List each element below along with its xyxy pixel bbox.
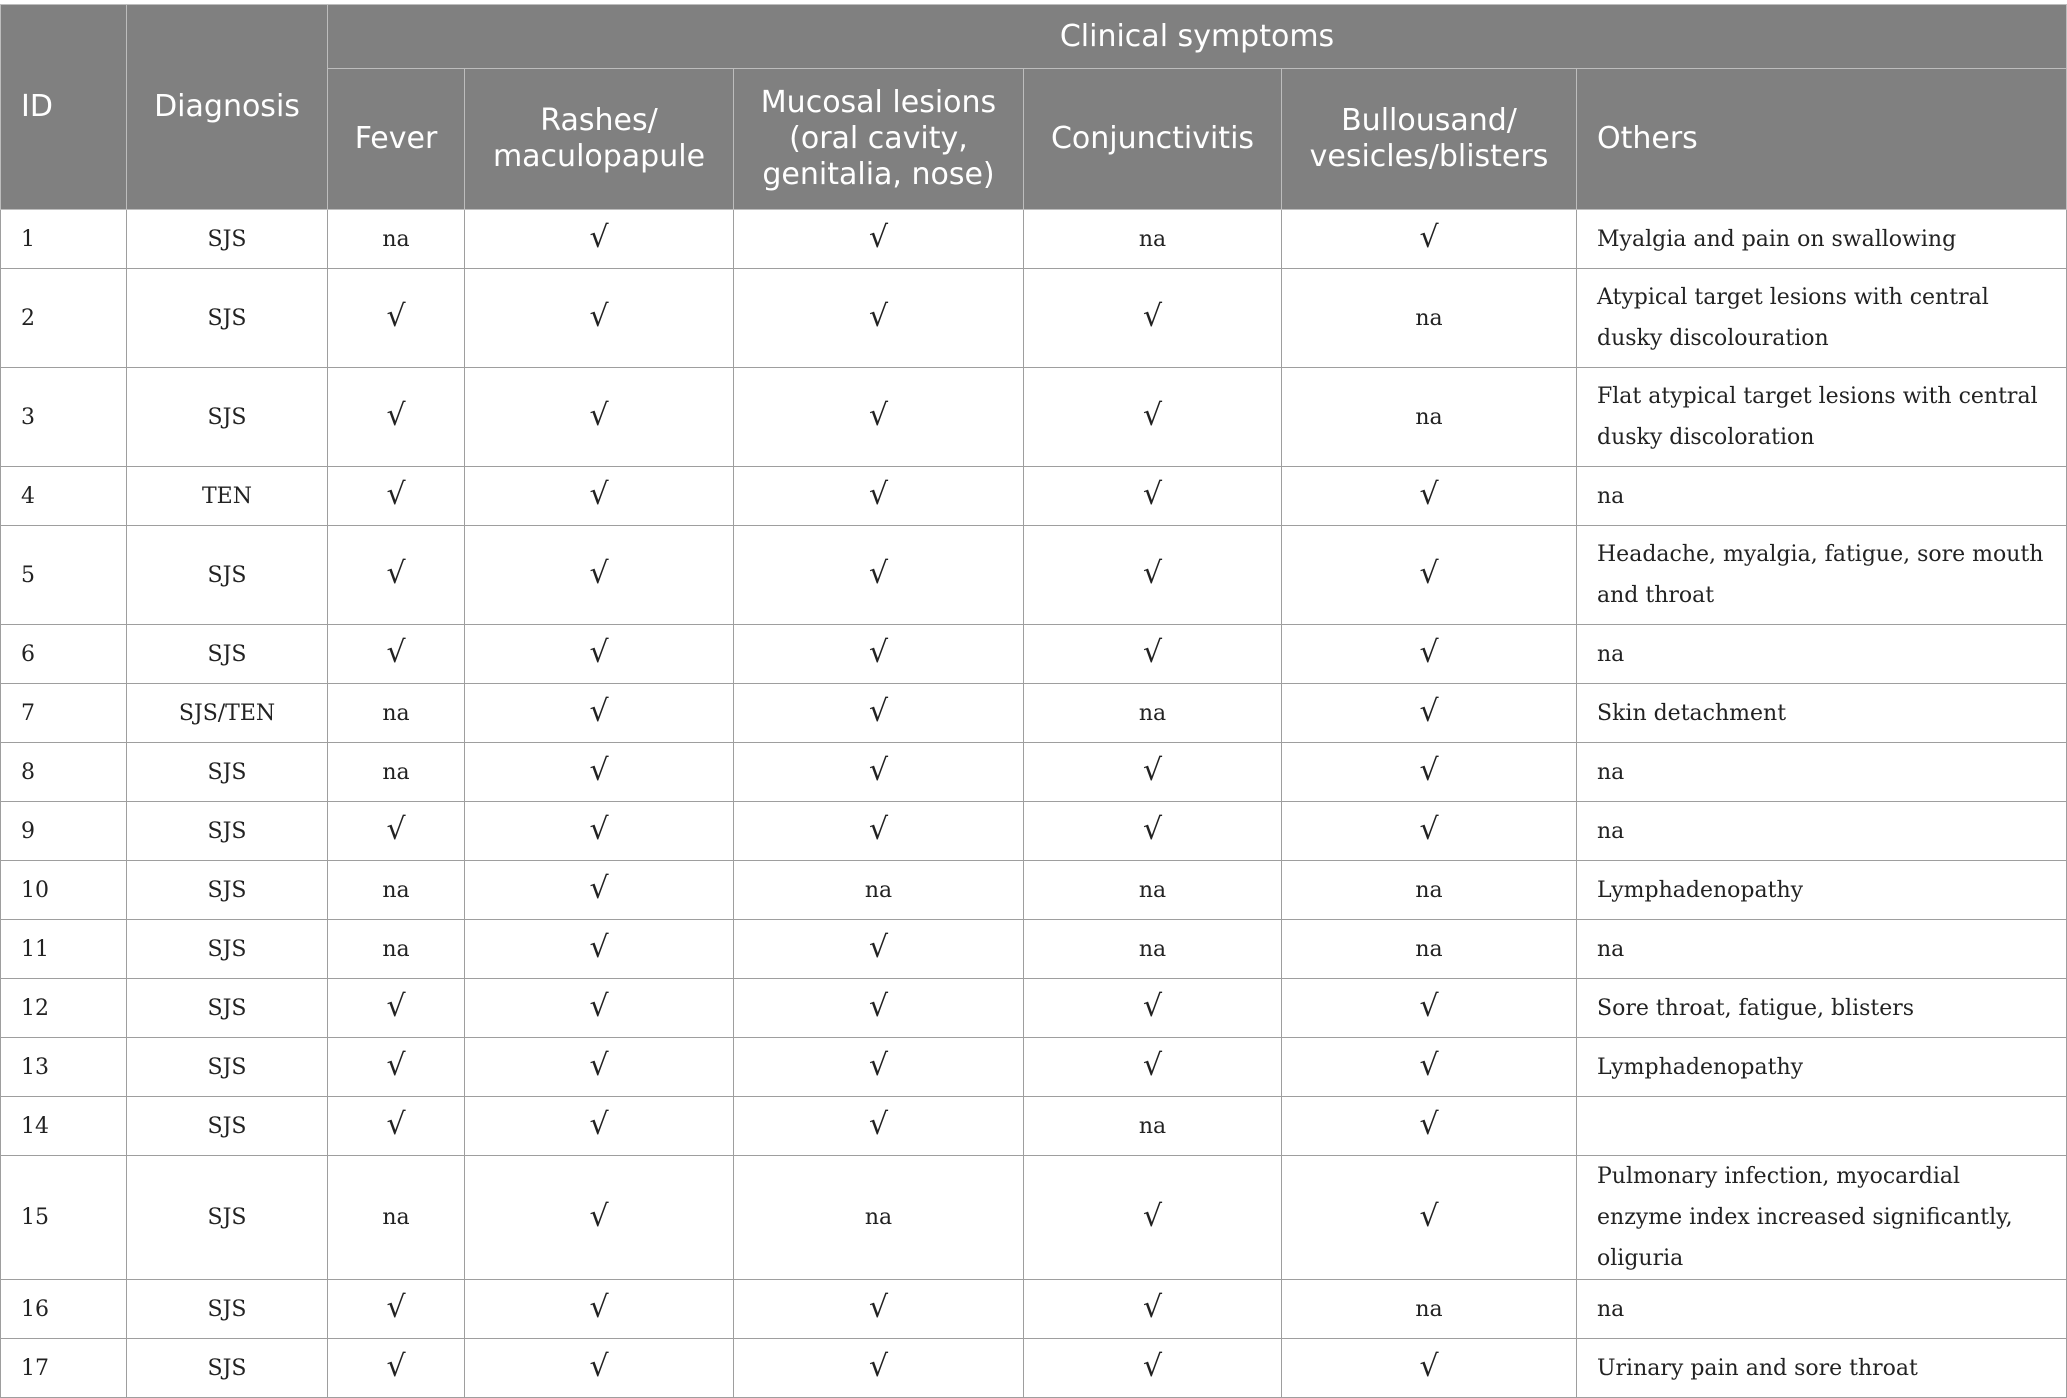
cell-others: na: [1577, 1280, 2067, 1339]
cell-id: 1: [1, 210, 127, 269]
check-mark-icon: √: [868, 635, 889, 670]
table-row: [1, 979, 2067, 1038]
check-mark-icon: √: [589, 635, 609, 670]
check-mark-icon: √: [868, 477, 889, 512]
cell-rashes: [465, 1097, 734, 1156]
cell-mucosal: [734, 920, 1024, 979]
cell-fever: [328, 979, 465, 1038]
table-row: [1, 1038, 2067, 1097]
cell-bullous: [1282, 467, 1577, 526]
cell-mucosal: [734, 368, 1024, 467]
check-mark-icon: √: [1142, 1349, 1163, 1384]
cell-fever: na: [328, 861, 465, 920]
cell-diagnosis: SJS: [127, 368, 328, 467]
cell-diagnosis: SJS: [127, 1097, 328, 1156]
cell-diagnosis: SJS: [127, 1156, 328, 1280]
header-bullous-line: Bullousand/: [1341, 103, 1517, 138]
cell-fever: [328, 1097, 465, 1156]
check-mark-icon: √: [1142, 1198, 1163, 1234]
check-mark-icon: √: [1419, 812, 1439, 847]
header-bullous: [1282, 69, 1577, 210]
check-mark-icon: √: [868, 753, 889, 788]
cell-conjunctivitis: [1024, 625, 1282, 684]
cell-fever: na: [328, 1156, 465, 1280]
cell-diagnosis: SJS: [127, 1339, 328, 1398]
check-mark-icon: √: [589, 556, 609, 591]
cell-conjunctivitis: [1024, 1339, 1282, 1398]
check-mark-icon: √: [589, 989, 609, 1024]
cell-bullous: na: [1282, 1280, 1577, 1339]
check-mark-icon: √: [386, 635, 406, 670]
table-row: [1, 210, 2067, 269]
cell-diagnosis: SJS: [127, 861, 328, 920]
cell-mucosal: [734, 210, 1024, 269]
check-mark-icon: √: [589, 1198, 609, 1234]
table-row: [1, 861, 2067, 920]
table-row: [1, 920, 2067, 979]
cell-bullous: [1282, 1038, 1577, 1097]
check-mark-icon: √: [1142, 398, 1163, 433]
header-others: Others: [1577, 69, 2067, 210]
check-mark-icon: √: [386, 477, 406, 512]
check-mark-icon: √: [1142, 812, 1163, 847]
cell-conjunctivitis: na: [1024, 920, 1282, 979]
cell-rashes: [465, 684, 734, 743]
cell-bullous: [1282, 625, 1577, 684]
clinical-symptoms-table: [0, 4, 2067, 1398]
cell-conjunctivitis: [1024, 802, 1282, 861]
cell-fever: [328, 467, 465, 526]
cell-rashes: [465, 625, 734, 684]
check-mark-icon: √: [589, 812, 609, 847]
cell-fever: na: [328, 210, 465, 269]
cell-mucosal: [734, 802, 1024, 861]
check-mark-icon: √: [868, 989, 889, 1024]
header-rashes-line: maculopapule: [492, 139, 706, 174]
cell-diagnosis: SJS: [127, 1280, 328, 1339]
table-row: [1, 625, 2067, 684]
check-mark-icon: √: [386, 812, 406, 847]
cell-diagnosis: SJS: [127, 920, 328, 979]
cell-conjunctivitis: na: [1024, 684, 1282, 743]
cell-bullous: [1282, 1339, 1577, 1398]
cell-diagnosis: SJS: [127, 743, 328, 802]
cell-rashes: [465, 743, 734, 802]
cell-rashes: [465, 1038, 734, 1097]
cell-conjunctivitis: [1024, 526, 1282, 625]
cell-id: 14: [1, 1097, 127, 1156]
cell-others: Lymphadenopathy: [1577, 1038, 2067, 1097]
check-mark-icon: √: [589, 1290, 609, 1325]
cell-bullous: [1282, 802, 1577, 861]
cell-rashes: [465, 1339, 734, 1398]
cell-bullous: na: [1282, 368, 1577, 467]
cell-fever: na: [328, 920, 465, 979]
header-fever: Fever: [328, 69, 465, 210]
header-mucosal-line: genitalia, nose): [762, 157, 995, 192]
table-row: [1, 526, 2067, 625]
cell-id: 2: [1, 269, 127, 368]
cell-conjunctivitis: [1024, 269, 1282, 368]
check-mark-icon: √: [1419, 1198, 1439, 1234]
check-mark-icon: √: [589, 299, 609, 334]
table-row: [1, 802, 2067, 861]
check-mark-icon: √: [868, 398, 889, 433]
cell-bullous: na: [1282, 269, 1577, 368]
cell-mucosal: [734, 1339, 1024, 1398]
table-row: [1, 1097, 2067, 1156]
cell-id: 8: [1, 743, 127, 802]
cell-fever: na: [328, 743, 465, 802]
cell-others: Myalgia and pain on swallowing: [1577, 210, 2067, 269]
cell-others: na: [1577, 625, 2067, 684]
cell-bullous: na: [1282, 861, 1577, 920]
check-mark-icon: √: [1419, 753, 1439, 788]
cell-mucosal: na: [734, 861, 1024, 920]
check-mark-icon: √: [868, 930, 889, 965]
table-row: [1, 684, 2067, 743]
check-mark-icon: √: [1142, 1290, 1163, 1325]
cell-rashes: [465, 1156, 734, 1280]
cell-rashes: [465, 920, 734, 979]
check-mark-icon: √: [386, 1048, 406, 1083]
check-mark-icon: √: [589, 398, 609, 433]
cell-rashes: [465, 526, 734, 625]
check-mark-icon: √: [589, 220, 609, 255]
cell-bullous: [1282, 743, 1577, 802]
cell-id: 16: [1, 1280, 127, 1339]
cell-mucosal: [734, 743, 1024, 802]
check-mark-icon: √: [1142, 1048, 1163, 1083]
cell-diagnosis: SJS: [127, 979, 328, 1038]
cell-others: Urinary pain and sore throat: [1577, 1339, 2067, 1398]
cell-diagnosis: SJS/TEN: [127, 684, 328, 743]
check-mark-icon: √: [386, 299, 406, 334]
check-mark-icon: √: [386, 1290, 406, 1325]
check-mark-icon: √: [589, 1349, 609, 1384]
check-mark-icon: √: [1419, 1107, 1439, 1142]
cell-id: 6: [1, 625, 127, 684]
check-mark-icon: √: [1142, 477, 1163, 512]
cell-conjunctivitis: [1024, 979, 1282, 1038]
cell-fever: [328, 1280, 465, 1339]
cell-others: na: [1577, 802, 2067, 861]
header-clinical-symptoms: Clinical symptoms: [328, 5, 2067, 69]
cell-others: na: [1577, 743, 2067, 802]
table-row: [1, 1339, 2067, 1398]
cell-mucosal: [734, 1038, 1024, 1097]
cell-bullous: [1282, 979, 1577, 1038]
table-row: [1, 1156, 2067, 1280]
cell-rashes: [465, 368, 734, 467]
cell-rashes: [465, 802, 734, 861]
cell-mucosal: [734, 1097, 1024, 1156]
cell-id: 17: [1, 1339, 127, 1398]
cell-mucosal: [734, 1280, 1024, 1339]
header-rashes-line: Rashes/: [540, 103, 658, 138]
cell-id: 10: [1, 861, 127, 920]
check-mark-icon: √: [1142, 556, 1163, 591]
cell-mucosal: [734, 467, 1024, 526]
check-mark-icon: √: [1419, 1349, 1439, 1384]
cell-rashes: [465, 269, 734, 368]
cell-others: [1577, 1097, 2067, 1156]
cell-fever: [328, 526, 465, 625]
check-mark-icon: √: [868, 1349, 889, 1384]
cell-rashes: [465, 467, 734, 526]
check-mark-icon: √: [1419, 989, 1439, 1024]
header-rashes: [465, 69, 734, 210]
cell-bullous: [1282, 1156, 1577, 1280]
cell-fever: [328, 625, 465, 684]
cell-others: na: [1577, 467, 2067, 526]
cell-fever: [328, 1339, 465, 1398]
cell-mucosal: [734, 684, 1024, 743]
cell-id: 15: [1, 1156, 127, 1280]
cell-rashes: [465, 1280, 734, 1339]
check-mark-icon: √: [1419, 556, 1439, 591]
cell-conjunctivitis: [1024, 1038, 1282, 1097]
cell-mucosal: [734, 625, 1024, 684]
cell-others: Skin detachment: [1577, 684, 2067, 743]
check-mark-icon: √: [868, 556, 889, 591]
cell-others: Pulmonary infection, myocardial enzyme index increased significantly, oliguria: [1577, 1156, 2067, 1280]
header-mucosal: [734, 69, 1024, 210]
check-mark-icon: √: [1142, 299, 1163, 334]
cell-others: Lymphadenopathy: [1577, 861, 2067, 920]
cell-others: na: [1577, 920, 2067, 979]
cell-conjunctivitis: [1024, 467, 1282, 526]
cell-bullous: na: [1282, 920, 1577, 979]
cell-conjunctivitis: na: [1024, 1097, 1282, 1156]
check-mark-icon: √: [1419, 477, 1439, 512]
cell-others: Headache, myalgia, fatigue, sore mouth and throat: [1577, 526, 2067, 625]
check-mark-icon: √: [868, 1048, 889, 1083]
cell-conjunctivitis: [1024, 368, 1282, 467]
cell-diagnosis: TEN: [127, 467, 328, 526]
check-mark-icon: √: [868, 1107, 889, 1142]
header-bullous-line: vesicles/blisters: [1309, 139, 1549, 174]
check-mark-icon: √: [868, 220, 889, 255]
cell-mucosal: [734, 269, 1024, 368]
cell-conjunctivitis: na: [1024, 210, 1282, 269]
cell-id: 13: [1, 1038, 127, 1097]
cell-diagnosis: SJS: [127, 1038, 328, 1097]
cell-fever: [328, 1038, 465, 1097]
cell-others: Flat atypical target lesions with central dusky discoloration: [1577, 368, 2067, 467]
table-row: [1, 1280, 2067, 1339]
check-mark-icon: √: [1419, 220, 1439, 255]
check-mark-icon: √: [589, 1107, 609, 1142]
cell-others: Sore throat, fatigue, blisters: [1577, 979, 2067, 1038]
check-mark-icon: √: [589, 1048, 609, 1083]
cell-mucosal: na: [734, 1156, 1024, 1280]
cell-rashes: [465, 861, 734, 920]
check-mark-icon: √: [386, 1107, 406, 1142]
header-conjunctivitis: Conjunctivitis: [1024, 69, 1282, 210]
check-mark-icon: √: [386, 1349, 406, 1384]
check-mark-icon: √: [868, 1290, 889, 1325]
cell-bullous: [1282, 684, 1577, 743]
cell-bullous: [1282, 1097, 1577, 1156]
cell-id: 7: [1, 684, 127, 743]
cell-bullous: [1282, 526, 1577, 625]
cell-conjunctivitis: [1024, 1156, 1282, 1280]
header-mucosal-line: (oral cavity,: [789, 121, 968, 156]
check-mark-icon: √: [386, 398, 406, 433]
check-mark-icon: √: [589, 753, 609, 788]
check-mark-icon: √: [1419, 694, 1439, 729]
header-id: ID: [1, 5, 127, 210]
cell-others: Atypical target lesions with central dusky discolouration: [1577, 269, 2067, 368]
check-mark-icon: √: [589, 477, 609, 512]
cell-diagnosis: SJS: [127, 210, 328, 269]
table-row: [1, 743, 2067, 802]
cell-mucosal: [734, 526, 1024, 625]
cell-diagnosis: SJS: [127, 269, 328, 368]
cell-conjunctivitis: [1024, 743, 1282, 802]
check-mark-icon: √: [589, 694, 609, 729]
check-mark-icon: √: [386, 556, 406, 591]
header-mucosal-line: Mucosal lesions: [760, 85, 997, 120]
check-mark-icon: √: [868, 812, 889, 847]
cell-diagnosis: SJS: [127, 802, 328, 861]
table-body: [1, 210, 2067, 1398]
check-mark-icon: √: [1419, 635, 1439, 670]
check-mark-icon: √: [589, 930, 609, 965]
check-mark-icon: √: [386, 989, 406, 1024]
cell-bullous: [1282, 210, 1577, 269]
check-mark-icon: √: [868, 694, 889, 729]
cell-diagnosis: SJS: [127, 625, 328, 684]
check-mark-icon: √: [1142, 635, 1163, 670]
cell-id: 3: [1, 368, 127, 467]
check-mark-icon: √: [1142, 989, 1163, 1024]
cell-fever: [328, 368, 465, 467]
cell-conjunctivitis: [1024, 1280, 1282, 1339]
header-diagnosis: Diagnosis: [127, 5, 328, 210]
table-header: [1, 5, 2067, 210]
cell-id: 4: [1, 467, 127, 526]
check-mark-icon: √: [1142, 753, 1163, 788]
cell-conjunctivitis: na: [1024, 861, 1282, 920]
cell-diagnosis: SJS: [127, 526, 328, 625]
cell-id: 5: [1, 526, 127, 625]
cell-fever: [328, 269, 465, 368]
cell-id: 11: [1, 920, 127, 979]
table-row: [1, 269, 2067, 368]
cell-id: 12: [1, 979, 127, 1038]
cell-fever: [328, 802, 465, 861]
table-row: [1, 467, 2067, 526]
check-mark-icon: √: [1419, 1048, 1439, 1083]
cell-rashes: [465, 979, 734, 1038]
cell-rashes: [465, 210, 734, 269]
cell-mucosal: [734, 979, 1024, 1038]
table-row: [1, 368, 2067, 467]
check-mark-icon: √: [868, 299, 889, 334]
cell-id: 9: [1, 802, 127, 861]
check-mark-icon: √: [589, 871, 609, 906]
cell-fever: na: [328, 684, 465, 743]
